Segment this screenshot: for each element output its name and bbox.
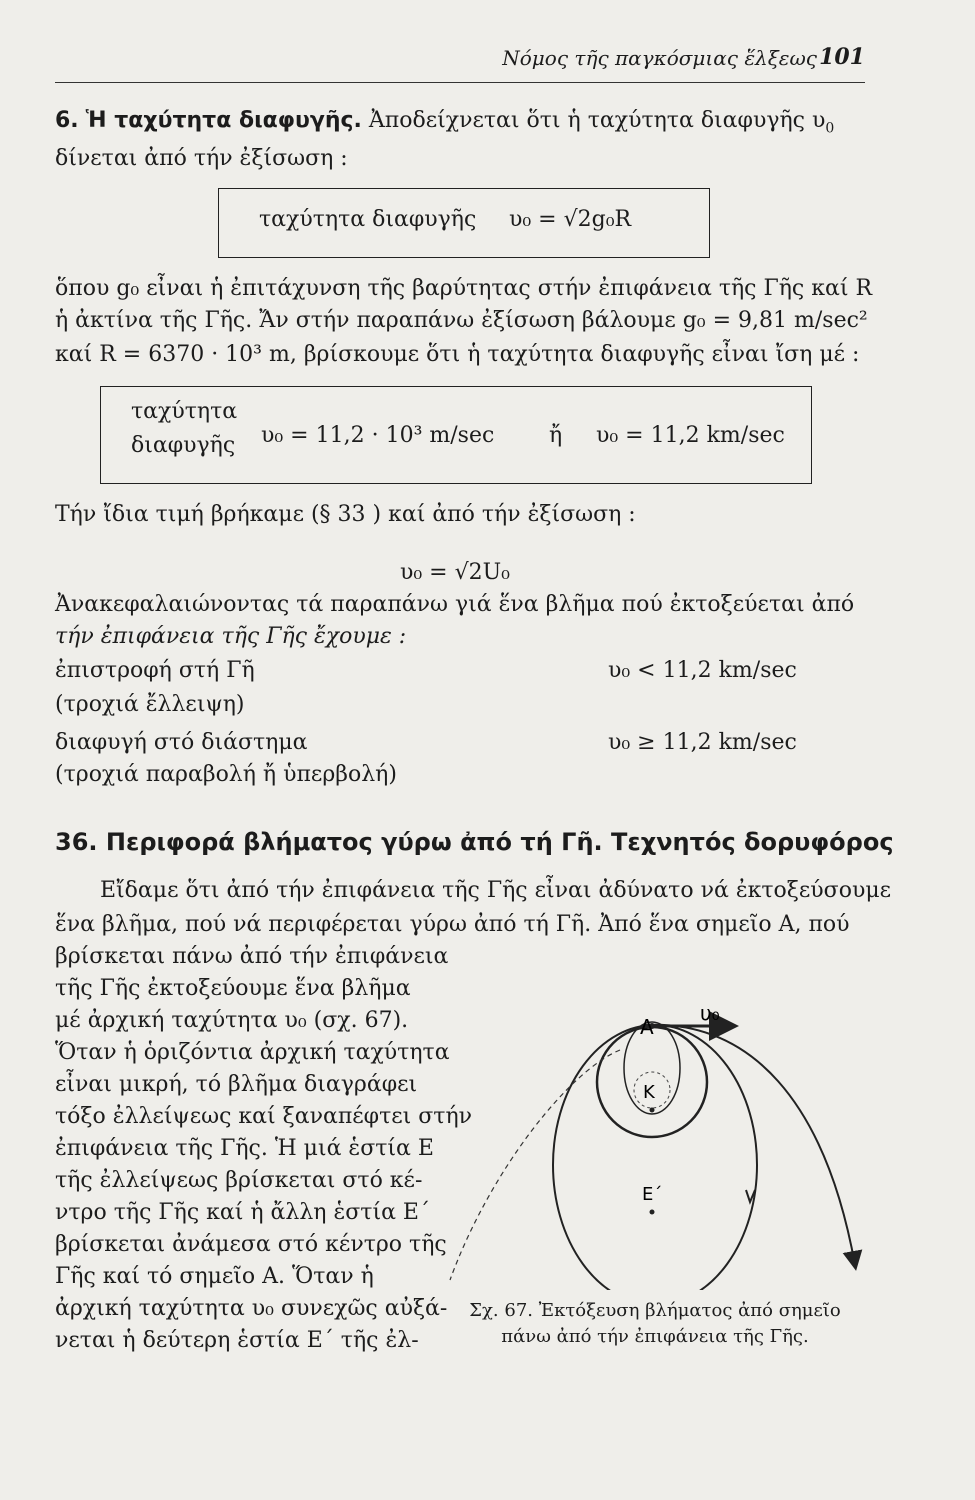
text2-line3: τήν ἐπιφάνεια τῆς Γῆς ἔχουμε : [55,624,407,649]
hyperbolic-trajectory [645,1025,855,1265]
value-label-line1: ταχύτητα [131,399,238,424]
summary-return-value: υ₀ < 11,2 km/sec [608,658,797,683]
summary-escape-label: διαφυγή στό διάστημα [55,730,308,755]
sec36-col-line: τῆς Γῆς ἐκτοξεύουμε ἕνα βλῆμα [55,976,411,1001]
escape-velocity-formula-box [218,188,710,258]
focus-e-dot [650,1210,655,1215]
formula-equation: υ₀ = √2g₀R [509,207,632,232]
text2-line2: Ἀνακεφαλαιώνοντας τά παραπάνω γιά ἕνα βλῆμα πού ἐκτοξεύεται ἀπό [55,592,855,617]
sec6-line2: δίνεται ἀπό τήν ἐξίσωση : [55,146,348,171]
caption-line1: Σχ. 67. Ἐκτόξευση βλήματος ἀπό σημεῖο [469,1300,841,1321]
sec36-col-line: εἶναι μικρή, τό βλῆμα διαγράφει [55,1072,418,1097]
sec36-col-line: ἐπιφάνεια τῆς Γῆς. Ἡ μιά ἑστία Ε [55,1136,434,1161]
page-number: 101 [819,44,865,70]
label-e-prime: E΄ [642,1184,663,1205]
text2-line1: Τήν ἴδια τιμή βρήκαμε (§ 33 ) καί ἀπό τήν ἐξίσωση : [55,502,636,527]
sec36-line1: Εἴδαμε ὅτι ἀπό τήν ἐπιφάνεια τῆς Γῆς εἶναι ἀδύνατο νά ἐκτοξεύσουμε [100,878,892,903]
sec6-line1: 6. Ἡ ταχύτητα διαφυγῆς. Ἀποδείχνεται ὅτι ἡ ταχύτητα διαφυγῆς $\upsilon_0$ [55,108,835,137]
label-v0: υ₀ [700,1001,720,1025]
summary-escape-value: υ₀ ≥ 11,2 km/sec [608,730,797,755]
sec36-line2: ἕνα βλῆμα, πού νά περιφέρεται γύρω ἀπό τή Γῆ. Ἀπό ἕνα σημεῖο Α, πού [55,912,850,937]
sec36-col-line: νεται ἡ δεύτερη ἑστία Ε΄ τῆς ἐλ- [55,1328,419,1353]
value-label-line2: διαφυγῆς [131,433,236,458]
sec36-heading: 36. Περιφορά βλήματος γύρω ἀπό τή Γῆ. Τεχνητός δορυφόρος [55,828,894,856]
figure-67-caption [445,1298,865,1350]
center-k-dot [650,1108,655,1113]
sec36-col-line: μέ ἀρχική ταχύτητα υ₀ (σχ. 67). [55,1008,409,1033]
summary-return-label: ἐπιστροφή στή Γῆ [55,658,255,683]
label-k: K [643,1082,655,1103]
potential-equation: υ₀ = √2U₀ [400,560,510,585]
text1-line2: ἡ ἀκτίνα τῆς Γῆς. Ἄν στήν παραπάνω ἐξίσωση βάλουμε g₀ = 9,81 m/sec² [55,308,868,333]
page-header [55,38,865,83]
summary-escape-orbit: (τροχιά παραβολή ἤ ὑπερβολή) [55,762,397,787]
label-a: A [640,1015,654,1039]
sec36-col-line: ντρο τῆς Γῆς καί ἡ ἄλλη ἑστία Ε΄ [55,1200,430,1225]
dashed-orbit-arc [450,1050,620,1280]
text1-line1: ὅπου g₀ εἶναι ἡ ἐπιτάχυνση τῆς βαρύτητας στήν ἐπιφάνεια τῆς Γῆς καί R [55,276,873,301]
value-equation-1: υ₀ = 11,2 · 10³ m/sec [261,423,495,448]
value-equation-2: υ₀ = 11,2 km/sec [596,423,785,448]
escape-velocity-value-box [100,386,812,484]
sec36-col-line: ἀρχική ταχύτητα υ₀ συνεχῶς αὐξά- [55,1296,448,1321]
sec36-col-line: βρίσκεται ἀνάμεσα στό κέντρο τῆς [55,1232,447,1257]
running-title: Νόμος τῆς παγκόσμιας ἕλξεως [502,46,817,70]
sec36-col-line: τόξο ἐλλείψεως καί ξαναπέφτει στήν [55,1104,473,1129]
caption-line2: πάνω ἀπό τήν ἐπιφάνεια τῆς Γῆς. [501,1326,809,1347]
value-or: ἤ [549,423,563,448]
figure-67-orbits [430,1000,870,1290]
sec6-number: 6. [55,108,79,133]
sec6-heading: Ἡ ταχύτητα διαφυγῆς. [85,108,362,133]
sec36-col-line: τῆς ἐλλείψεως βρίσκεται στό κέ- [55,1168,423,1193]
sec36-col-line: βρίσκεται πάνω ἀπό τήν ἐπιφάνεια [55,944,449,969]
formula-label: ταχύτητα διαφυγῆς [259,207,477,232]
summary-return-orbit: (τροχιά ἔλλειψη) [55,692,245,717]
sec36-col-line: Γῆς καί τό σημεῖο Α. Ὅταν ἡ [55,1264,374,1289]
sec36-col-line: Ὅταν ἡ ὁριζόντια ἀρχική ταχύτητα [55,1040,450,1065]
large-orbit-ellipse [553,1025,757,1290]
sec6-line1-rest: Ἀποδείχνεται ὅτι ἡ ταχύτητα διαφυγῆς υ [368,108,826,133]
text1-line3: καί R = 6370 · 10³ m, βρίσκουμε ὅτι ἡ ταχύτητα διαφυγῆς εἶναι ἴση μέ : [55,342,860,367]
